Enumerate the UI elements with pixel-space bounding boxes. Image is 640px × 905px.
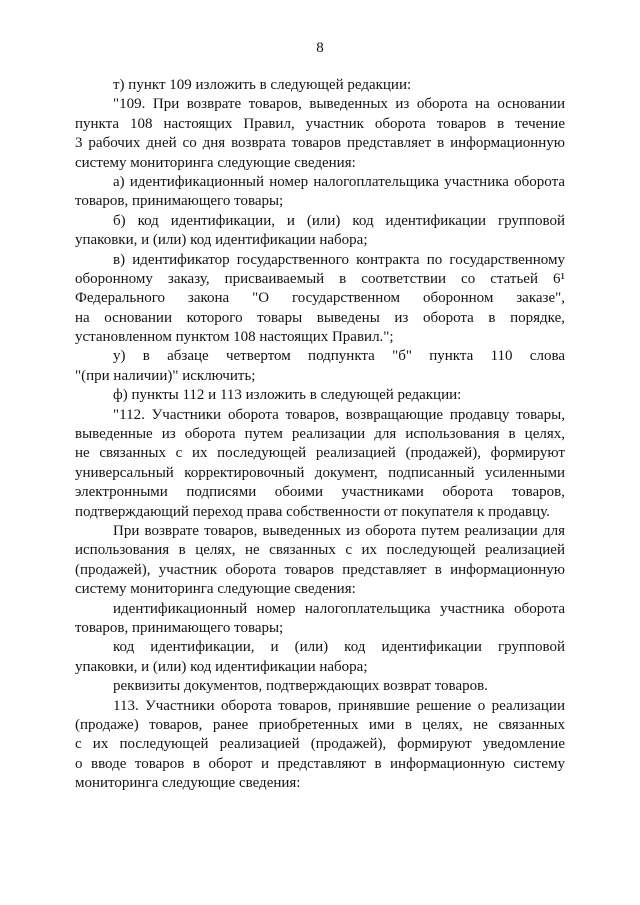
- text-line: использования в целях, не связанных с их последующей реализацией: [75, 542, 565, 559]
- text-line: "109. При возврате товаров, выведенных из оборота на основании: [113, 96, 565, 113]
- text-line: на основании которого товары выведены из оборота в порядке,: [75, 309, 565, 326]
- text-line: реквизиты документов, подтверждающих возврат товаров.: [113, 678, 488, 695]
- text-line: в) идентификатор государственного контракта по государственному: [113, 251, 565, 268]
- paragraph-item-t: [75, 76, 565, 95]
- text-line: При возврате товаров, выведенных из оборота путем реализации для: [113, 522, 565, 539]
- text-line: (продаже) товаров, ранее приобретенных ими в целях, не связанных: [75, 716, 565, 733]
- text-line: а) идентификационный номер налогоплательщика участника оборота: [113, 173, 565, 190]
- paragraph-document-details: [75, 677, 565, 696]
- text-line: систему мониторинга следующие сведения:: [75, 154, 356, 171]
- text-line: упаковки, и (или) код идентификации набора;: [75, 232, 368, 249]
- text-line: б) код идентификации, и (или) код идентификации групповой: [113, 212, 565, 229]
- text-line: "112. Участники оборота товаров, возвращающие продавцу товары,: [113, 406, 565, 423]
- text-line: у) в абзаце четвертом подпункта "б" пункта 110 слова: [113, 348, 565, 365]
- text-line: универсальный корректировочный документ, подписанный усиленными: [75, 464, 565, 481]
- text-line: систему мониторинга следующие сведения:: [75, 581, 356, 598]
- paragraph-return-info: [75, 522, 565, 600]
- paragraph-item-f: [75, 386, 565, 405]
- paragraph-clause-112: [75, 406, 565, 522]
- text-line: Федерального закона "О государственном оборонном заказе",: [75, 290, 565, 307]
- text-line: код идентификации, и (или) код идентификации групповой: [113, 639, 565, 656]
- paragraph-taxpayer-number: [75, 600, 565, 639]
- text-line: товаров, принимающего товары;: [75, 619, 284, 636]
- paragraph-subitem-v: [75, 251, 565, 348]
- text-line: пункта 108 настоящих Правил, участник оборота товаров в течение: [75, 115, 565, 132]
- text-line: о вводе товаров в оборот и представляют в информационную систему: [75, 755, 565, 772]
- text-line: "(при наличии)" исключить;: [75, 367, 256, 384]
- text-line: 113. Участники оборота товаров, принявшие решение о реализации: [113, 697, 565, 714]
- paragraph-subitem-a: [75, 173, 565, 212]
- text-line: т) пункт 109 изложить в следующей редакции:: [113, 77, 412, 93]
- paragraph-identification-code: [75, 638, 565, 677]
- text-line: упаковки, и (или) код идентификации набора;: [75, 658, 368, 675]
- text-line: товаров, принимающего товары;: [75, 193, 284, 210]
- text-line: 3 рабочих дней со дня возврата товаров представляет в информационную: [75, 135, 565, 152]
- text-line: ф) пункты 112 и 113 изложить в следующей редакции:: [113, 387, 462, 404]
- text-line: электронными подписями обоими участниками оборота товаров,: [75, 484, 565, 501]
- text-line: (продажей), участник оборота товаров представляет в информационную: [75, 561, 565, 578]
- paragraph-clause-109: [75, 95, 565, 173]
- text-line: оборонному заказу, присваиваемый в соответствии со статьей 6¹: [75, 270, 565, 287]
- text-line: идентификационный номер налогоплательщика участника оборота: [113, 600, 565, 617]
- document-body: [75, 76, 565, 793]
- paragraph-item-u: [75, 347, 565, 386]
- text-line: подтверждающий переход права собственности от покупателя к продавцу.: [75, 503, 550, 520]
- text-line: не связанных с их последующей реализацией (продажей), формируют: [75, 445, 565, 462]
- paragraph-clause-113: [75, 697, 565, 794]
- text-line: выведенные из оборота путем реализации для использования в целях,: [75, 426, 565, 443]
- page-number: 8: [316, 40, 324, 56]
- text-line: установленном пунктом 108 настоящих Правил.";: [75, 329, 394, 346]
- paragraph-subitem-b: [75, 212, 565, 251]
- text-line: с их последующей реализацией (продажей), формируют уведомление: [75, 736, 565, 753]
- text-line: мониторинга следующие сведения:: [75, 775, 301, 792]
